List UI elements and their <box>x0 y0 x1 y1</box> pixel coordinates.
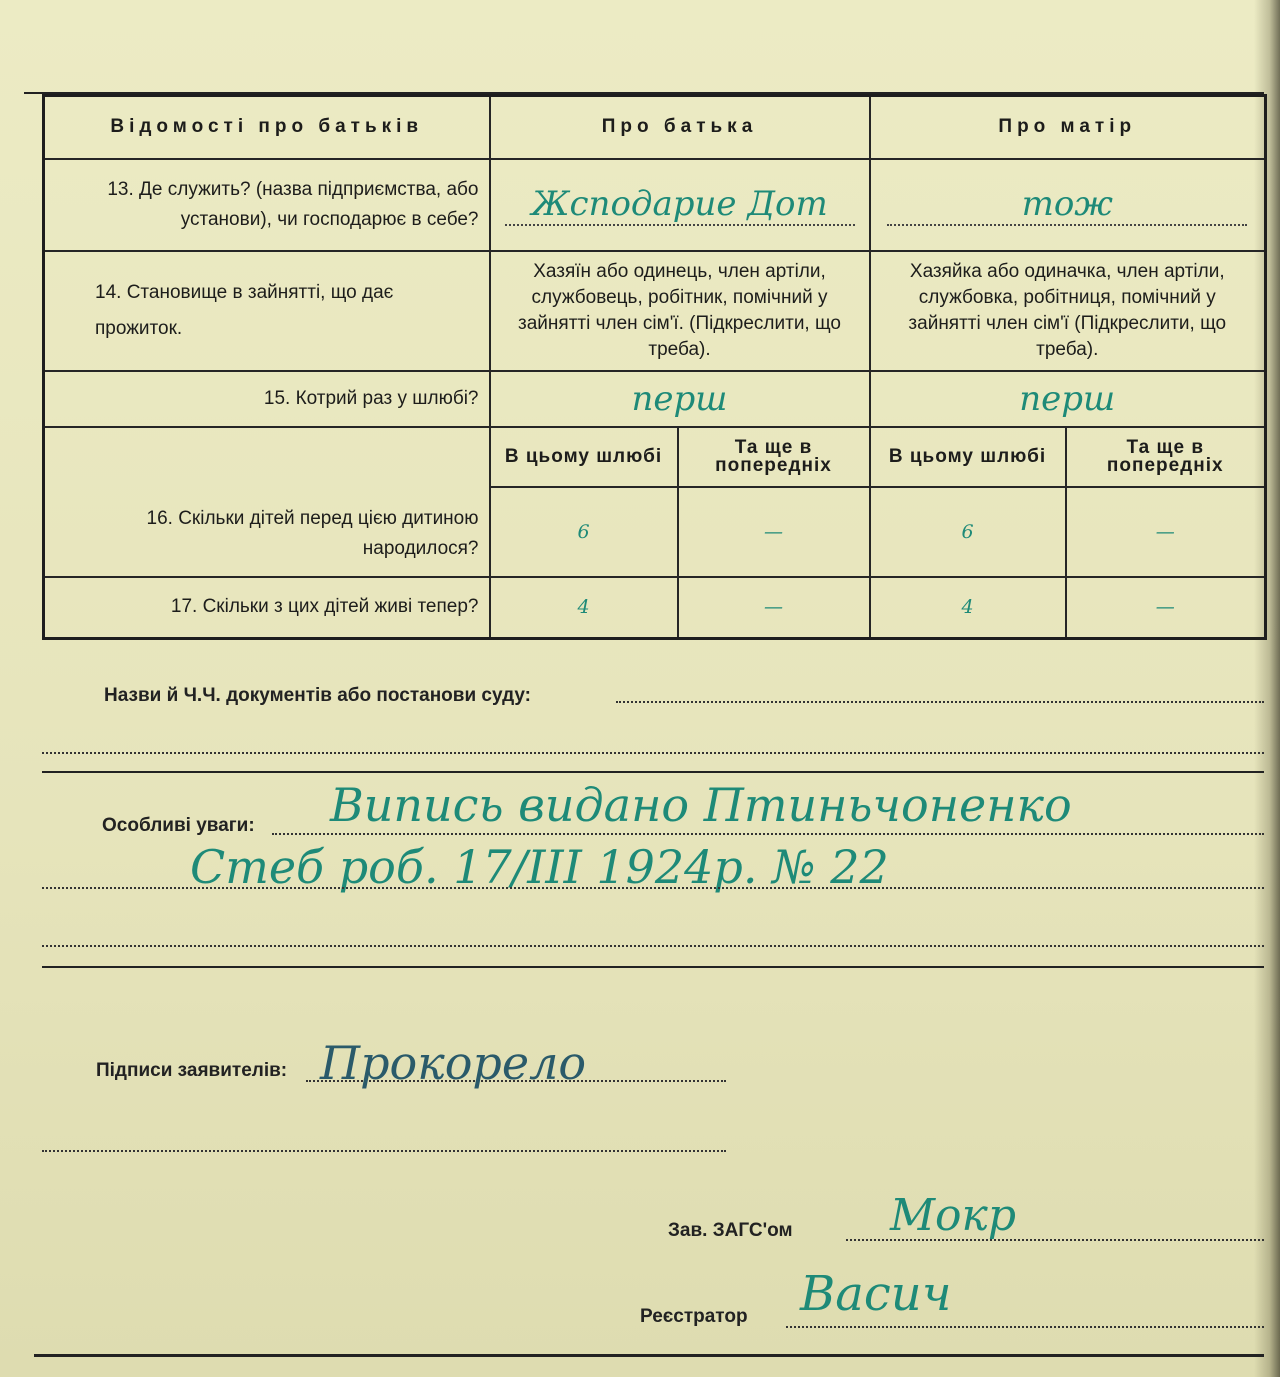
q13-mother[interactable] <box>870 159 1266 251</box>
notes-rule <box>42 966 1264 968</box>
q16-mother-this[interactable]: 6 <box>870 487 1066 577</box>
header-info: Відомості про батьків <box>44 96 490 159</box>
notes-line-1[interactable] <box>272 833 1264 835</box>
q13-label: 13. Де служить? (назва підприємства, або установи), чи господарює в себе? <box>44 159 490 251</box>
row-16-subheader <box>44 427 1266 487</box>
head-label: Зав. ЗАГС'ом <box>668 1220 793 1241</box>
notes-line-3[interactable] <box>42 945 1264 947</box>
table-header-row <box>44 96 1266 159</box>
q13-father-value: Жсподарие Дот <box>505 184 855 226</box>
q14-father[interactable]: Хазяїн або одинець, член артіли, службовець, робітник, помічний у зайнятті член сім'ї. (Підкреслити, що треба). <box>490 251 870 371</box>
applicants-line-2[interactable] <box>42 1150 726 1152</box>
q13-father[interactable] <box>490 159 870 251</box>
sub-mother-this: В цьому шлюбі <box>870 427 1066 487</box>
notes-label: Особливі уваги: <box>102 815 255 836</box>
q17-father-this[interactable]: 4 <box>490 577 678 639</box>
q15-label: 15. Котрий раз у шлюбі? <box>44 371 490 427</box>
q17-mother-prev[interactable]: — <box>1066 577 1266 639</box>
bottom-rule <box>34 1354 1264 1357</box>
q14-mother[interactable]: Хазяйка або одиначка, член артіли, службовка, робітниця, помічний у зайнятті член сім'ї (Підкреслити, що треба). <box>870 251 1266 371</box>
header-mother: Про матір <box>870 96 1266 159</box>
header-father: Про батька <box>490 96 870 159</box>
registrar-signature: Васич <box>800 1266 952 1322</box>
q16-label: 16. Скільки дітей перед цією дитиною народилося? <box>44 427 490 577</box>
row-13 <box>44 159 1266 251</box>
registrar-sign-line[interactable] <box>786 1326 1264 1328</box>
q16-mother-prev[interactable]: — <box>1066 487 1266 577</box>
q16-father-this[interactable]: 6 <box>490 487 678 577</box>
q15-mother[interactable] <box>870 371 1266 427</box>
parents-info-table <box>42 94 1267 640</box>
row-17 <box>44 577 1266 639</box>
q14-label: 14. Становище в зайнятті, що дає прожиток. <box>44 251 490 371</box>
q17-mother-this[interactable]: 4 <box>870 577 1066 639</box>
documents-line-2[interactable] <box>42 752 1264 754</box>
q17-label: 17. Скільки з цих дітей живі тепер? <box>44 577 490 639</box>
sub-father-prev: Та ще в попередніх <box>678 427 870 487</box>
row-15 <box>44 371 1266 427</box>
notes-handwriting-2: Стеб роб. 17/III 1924р. № 22 <box>190 840 889 894</box>
notes-handwriting-1: Випись видано Птиньчоненко <box>330 778 1072 832</box>
documents-rule <box>42 771 1264 773</box>
documents-line-1[interactable] <box>616 701 1264 703</box>
documents-label: Назви й Ч.Ч. документів або постанови суду: <box>104 685 532 706</box>
head-signature: Мокр <box>890 1190 1016 1241</box>
applicants-signature: Прокорело <box>320 1036 587 1090</box>
q15-mother-value: перш <box>1019 378 1116 419</box>
q15-father-value: перш <box>631 378 728 419</box>
notes-line-2[interactable] <box>42 887 1264 889</box>
q13-mother-value: тож <box>887 184 1247 226</box>
sub-father-this: В цьому шлюбі <box>490 427 678 487</box>
sub-mother-prev: Та ще в попередніх <box>1066 427 1266 487</box>
q16-father-prev[interactable]: — <box>678 487 870 577</box>
registrar-label: Реєстратор <box>640 1306 748 1327</box>
row-14 <box>44 251 1266 371</box>
applicants-label: Підписи заявителів: <box>96 1060 288 1081</box>
q17-father-prev[interactable]: — <box>678 577 870 639</box>
q15-father[interactable] <box>490 371 870 427</box>
